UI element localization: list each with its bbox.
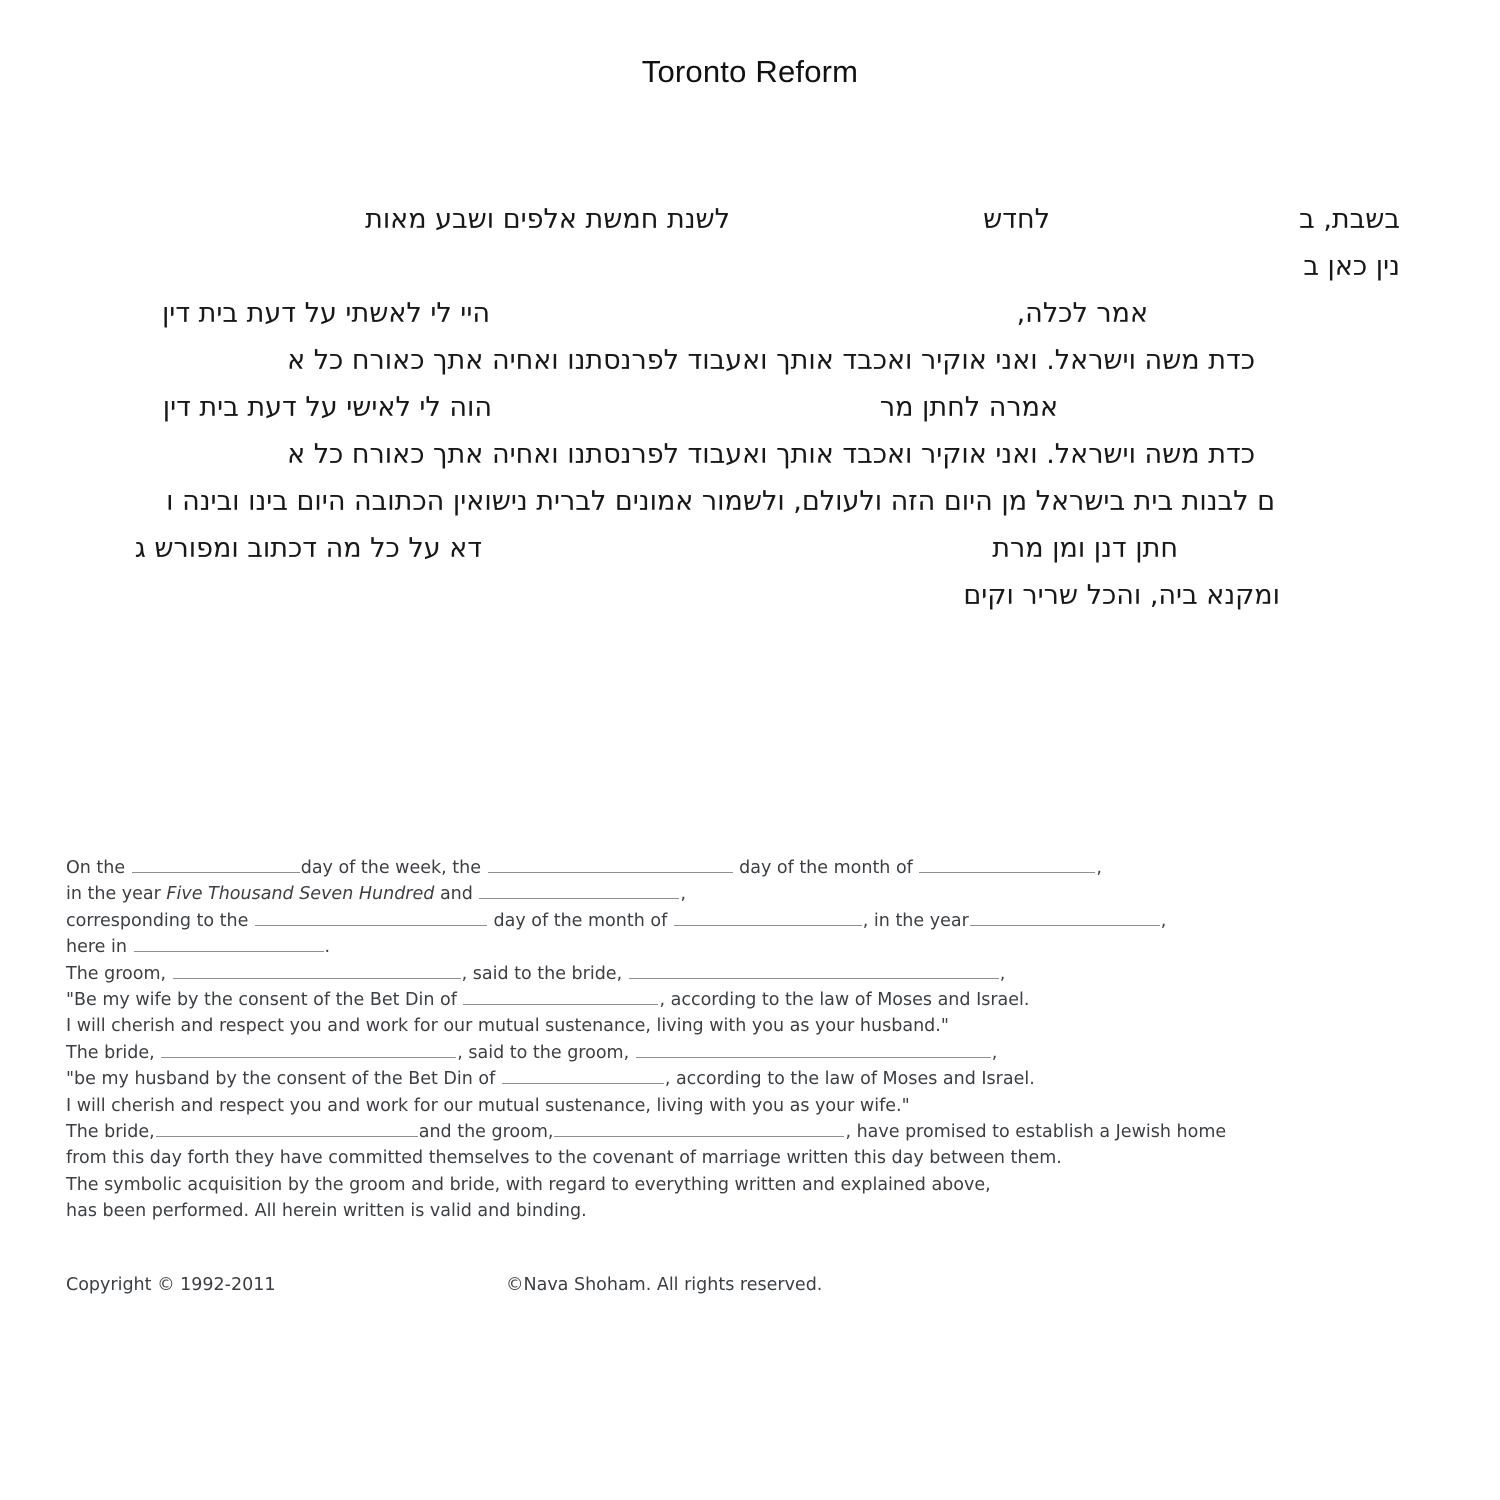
english-text-run: "Be my wife by the consent of the Bet Din of — [66, 989, 463, 1010]
hebrew-segment: דא על כל מה דכתוב ומפורש ג — [134, 533, 482, 564]
english-text-run: corresponding to the — [66, 910, 254, 931]
english-line — [66, 1198, 1366, 1224]
english-text-run: The bride, — [66, 1121, 155, 1142]
english-text-run: from this day forth they have committed themselves to the covenant of marriage written this day between them. — [66, 1148, 1062, 1169]
hebrew-line — [0, 196, 1500, 243]
hebrew-segment: נין כאן ב — [1303, 251, 1400, 282]
hebrew-line — [0, 431, 1500, 478]
hebrew-segment: אמר לכלה, — [1016, 298, 1148, 329]
english-line — [66, 1145, 1366, 1171]
fill-in-blank[interactable] — [134, 936, 324, 952]
english-text-run: and the groom, — [418, 1121, 554, 1142]
english-line — [66, 961, 1366, 987]
english-line — [66, 1066, 1366, 1092]
english-text-run: , according to the law of Moses and Israel. — [659, 989, 1030, 1010]
hebrew-segment: לשנת חמשת אלפים ושבע מאות — [365, 204, 730, 235]
fill-in-blank[interactable] — [629, 963, 999, 979]
fill-in-blank[interactable] — [255, 910, 487, 926]
english-text-run: . — [324, 937, 331, 958]
hebrew-segment: בשבת, ב — [1299, 204, 1400, 235]
fill-in-blank[interactable] — [674, 910, 862, 926]
hebrew-text-block — [0, 196, 1500, 619]
english-text-run: The symbolic acquisition by the groom and bride, with regard to everything written and explained above, — [66, 1174, 991, 1195]
english-line — [66, 1040, 1366, 1066]
english-text-run: has been performed. All herein written is valid and binding. — [66, 1201, 587, 1222]
english-text-run: "be my husband by the consent of the Bet Din of — [66, 1069, 501, 1090]
english-text-run: , — [1096, 858, 1102, 878]
english-line — [66, 987, 1366, 1013]
hebrew-line — [0, 572, 1500, 619]
english-line — [66, 1013, 1366, 1039]
english-text-run: , — [991, 1042, 998, 1063]
hebrew-segment: היי לי לאשתי על דעת בית דין — [161, 298, 490, 329]
fill-in-blank[interactable] — [132, 857, 300, 873]
fill-in-blank[interactable] — [636, 1042, 991, 1058]
english-line — [66, 908, 1366, 934]
fill-in-blank[interactable] — [479, 883, 679, 899]
english-text-run: , have promised to establish a Jewish home — [845, 1121, 1227, 1142]
hebrew-line — [0, 384, 1500, 431]
copyright-left: Copyright © 1992-2011 — [66, 1275, 276, 1295]
hebrew-segment: חתן דנן ומן מרת — [992, 533, 1178, 564]
english-text-run: in the year — [66, 884, 167, 905]
hebrew-line — [0, 243, 1500, 290]
english-text-run: day of the month of — [487, 910, 673, 931]
english-text-run: , — [680, 884, 687, 905]
english-text-run: and — [434, 884, 479, 905]
hebrew-line — [0, 290, 1500, 337]
hebrew-segment: לחדש — [983, 204, 1050, 235]
copyright-right: ©Nava Shoham. All rights reserved. — [506, 1275, 823, 1295]
english-text-run: The bride, — [66, 1042, 161, 1063]
hebrew-segment: כדת משה וישראל. ואני אוקיר ואכבד אותך ואעבוד לפרנסתנו ואחיה אתך כאורח כל א — [287, 345, 1255, 376]
english-text-run: , according to the law of Moses and Israel. — [664, 1069, 1035, 1090]
english-text-run: here in — [66, 937, 133, 958]
english-text-run: On the — [66, 858, 131, 878]
english-text-block — [66, 855, 1366, 1224]
english-line — [66, 1093, 1366, 1119]
english-text-run: Five Thousand Seven Hundred — [166, 884, 435, 905]
hebrew-line — [0, 525, 1500, 572]
english-line — [66, 1119, 1366, 1145]
english-text-run: , — [1160, 910, 1167, 931]
english-text-run: , in the year — [862, 910, 969, 931]
english-text-run: day of the month of — [733, 858, 919, 878]
hebrew-segment: אמרה לחתן מר — [879, 392, 1058, 423]
fill-in-blank[interactable] — [173, 963, 461, 979]
english-line — [66, 934, 1366, 960]
english-line — [66, 855, 1366, 881]
fill-in-blank[interactable] — [488, 857, 733, 873]
fill-in-blank[interactable] — [156, 1121, 418, 1137]
page-title: Toronto Reform — [641, 54, 859, 89]
hebrew-segment: הוה לי לאישי על דעת בית דין — [162, 392, 492, 423]
fill-in-blank[interactable] — [919, 857, 1095, 873]
english-text-run: The groom, — [66, 963, 172, 984]
english-text-run: day of the week, the — [300, 858, 487, 878]
english-text-run: I will cherish and respect you and work for our mutual sustenance, living with you as your husband." — [66, 1016, 949, 1037]
english-line — [66, 881, 1366, 907]
english-text-run: , said to the groom, — [457, 1042, 635, 1063]
hebrew-segment: ומקנא ביה, והכל שריר וקים — [963, 580, 1280, 611]
english-text-run: , said to the bride, — [461, 963, 628, 984]
english-text-run: I will cherish and respect you and work for our mutual sustenance, living with you as your wife." — [66, 1095, 910, 1116]
english-text-run: , — [999, 963, 1006, 984]
hebrew-segment: כדת משה וישראל. ואני אוקיר ואכבד אותך ואעבוד לפרנסתנו ואחיה אתך כאורח כל א — [287, 439, 1255, 470]
hebrew-segment: ם לבנות בית בישראל מן היום הזה ולעולם, ולשמור אמונים לברית נישואין הכתובה היום בינו ובינה ו — [166, 486, 1275, 517]
hebrew-line — [0, 478, 1500, 525]
copyright-row — [66, 1275, 1366, 1295]
fill-in-blank[interactable] — [502, 1068, 664, 1084]
fill-in-blank[interactable] — [554, 1121, 844, 1137]
fill-in-blank[interactable] — [970, 910, 1160, 926]
english-line — [66, 1172, 1366, 1198]
fill-in-blank[interactable] — [463, 989, 658, 1005]
fill-in-blank[interactable] — [161, 1042, 456, 1058]
hebrew-line — [0, 337, 1500, 384]
